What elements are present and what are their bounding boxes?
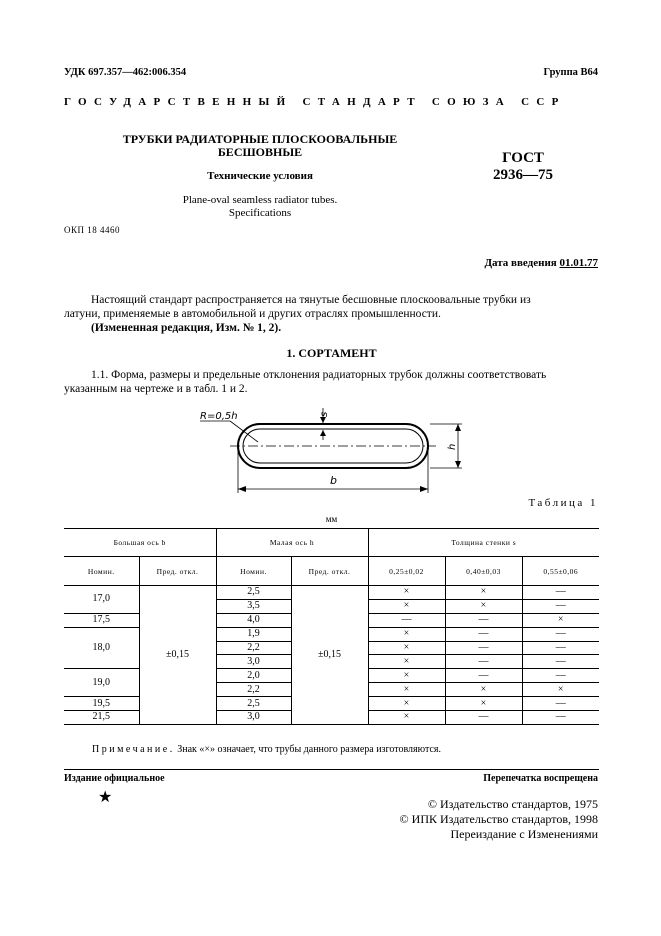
wall-cell: — <box>445 669 522 683</box>
table-unit: мм <box>325 514 338 524</box>
table-note <box>92 744 441 755</box>
gost-block <box>478 150 568 184</box>
h-nominal-cell: 2,0 <box>216 669 291 683</box>
scope-line2: латуни, применяемые в автомобильной и других отраслях промышленности. <box>64 308 441 320</box>
b-nominal-cell: 17,0 <box>64 586 139 614</box>
header-h-nominal: Номин. <box>216 557 291 586</box>
h-nominal-cell: 2,2 <box>216 641 291 655</box>
wall-cell: × <box>445 697 522 711</box>
reissue-note: Переиздание с Изменениями <box>450 827 598 841</box>
b-tolerance-cell: ±0,15 <box>139 586 216 725</box>
wall-cell: — <box>522 627 599 641</box>
english-title-line1: Plane-oval seamless radiator tubes. <box>182 194 338 206</box>
scope-paragraph <box>64 293 599 335</box>
tube-cross-section-drawing <box>190 402 480 494</box>
b-nominal-cell: 17,5 <box>64 613 139 627</box>
wall-cell: — <box>445 627 522 641</box>
wall-cell: × <box>368 669 445 683</box>
star-icon: ★ <box>98 789 113 806</box>
doc-subtitle: Технические условия <box>207 170 313 182</box>
wall-cell: × <box>522 613 599 627</box>
doc-title-line1: ТРУБКИ РАДИАТОРНЫЕ ПЛОСКООВАЛЬНЫЕ <box>122 132 398 146</box>
wall-cell: × <box>445 599 522 613</box>
group-code: Группа В64 <box>543 67 598 78</box>
header-b-tolerance: Пред. откл. <box>139 557 216 586</box>
h-nominal-cell: 3,0 <box>216 655 291 669</box>
wall-cell: × <box>445 586 522 600</box>
okp-code: ОКП 18 4460 <box>64 225 121 235</box>
table-caption: Таблица 1 <box>528 497 598 509</box>
standard-banner: ГОСУДАРСТВЕННЫЙ СТАНДАРТ СОЮЗА ССР <box>64 96 566 108</box>
wall-cell: — <box>522 711 599 725</box>
h-nominal-cell: 3,0 <box>216 711 291 725</box>
wall-cell: × <box>445 683 522 697</box>
header-h-tolerance: Пред. откл. <box>291 557 368 586</box>
s-label: s <box>319 411 330 417</box>
wall-cell: × <box>368 586 445 600</box>
wall-cell: — <box>522 586 599 600</box>
intro-date-label: Дата введения <box>484 257 557 269</box>
header-b-nominal: Номин. <box>64 557 139 586</box>
scope-line1: Настоящий стандарт распространяется на тянутые бесшовные плоскоовальные трубки из <box>91 294 531 306</box>
note-text: Знак «×» означает, что трубы данного размера изготовляются. <box>177 744 442 755</box>
wall-cell: × <box>368 627 445 641</box>
wall-cell: — <box>522 669 599 683</box>
intro-date <box>484 257 598 269</box>
header-minor-axis: Малая ось h <box>216 529 368 557</box>
clause-line1: 1.1. Форма, размеры и предельные отклонения радиаторных трубок должны соответствовать <box>91 369 547 381</box>
h-nominal-cell: 3,5 <box>216 599 291 613</box>
english-title-line2: Specifications <box>228 207 292 219</box>
header-wall-2: 0,40±0,03 <box>445 557 522 586</box>
wall-cell: × <box>368 641 445 655</box>
wall-cell: — <box>522 655 599 669</box>
gost-number: 2936—75 <box>493 167 553 183</box>
h-label: h <box>447 443 458 450</box>
b-label: b <box>330 474 337 487</box>
wall-cell: — <box>445 613 522 627</box>
clause-line2: указанным на чертеже и в табл. 1 и 2. <box>64 383 248 395</box>
header-wall-3: 0,55±0,06 <box>522 557 599 586</box>
official-edition: Издание официальное <box>64 773 165 784</box>
header-major-axis: Большая ось b <box>64 529 216 557</box>
radius-label: R=0,5h <box>200 411 238 422</box>
doc-title-line2: БЕСШОВНЫЕ <box>217 145 303 159</box>
wall-cell: — <box>445 641 522 655</box>
gost-label: ГОСТ <box>502 150 544 166</box>
copyright-1998: © ИПК Издательство стандартов, 1998 <box>399 812 598 826</box>
clause-1-1 <box>64 368 599 396</box>
h-nominal-cell: 1,9 <box>216 627 291 641</box>
h-nominal-cell: 2,5 <box>216 697 291 711</box>
intro-date-value: 01.01.77 <box>559 257 598 269</box>
header-wall-1: 0,25±0,02 <box>368 557 445 586</box>
footer-divider <box>64 769 599 770</box>
wall-cell: × <box>368 655 445 669</box>
revision-note: (Измененная редакция, Изм. № 1, 2). <box>91 322 282 334</box>
section-heading: 1. СОРТАМЕНТ <box>286 346 377 360</box>
size-table <box>64 528 599 725</box>
wall-cell: — <box>522 599 599 613</box>
wall-cell: — <box>445 655 522 669</box>
udk-code: УДК 697.357—462:006.354 <box>64 67 187 78</box>
wall-cell: — <box>368 613 445 627</box>
doc-title <box>95 133 425 159</box>
note-label: Примечание. <box>92 744 175 755</box>
h-nominal-cell: 2,5 <box>216 586 291 600</box>
h-nominal-cell: 2,2 <box>216 683 291 697</box>
h-nominal-cell: 4,0 <box>216 613 291 627</box>
reprint-prohibited: Перепечатка воспрещена <box>483 773 598 784</box>
b-nominal-cell: 18,0 <box>64 627 139 669</box>
wall-cell: — <box>522 641 599 655</box>
wall-cell: × <box>368 711 445 725</box>
b-nominal-cell: 19,5 <box>64 697 139 711</box>
header-wall-thickness: Толщина стенки s <box>368 529 599 557</box>
wall-cell: × <box>522 683 599 697</box>
wall-cell: — <box>445 711 522 725</box>
wall-cell: × <box>368 697 445 711</box>
h-tolerance-cell: ±0,15 <box>291 586 368 725</box>
b-nominal-cell: 21,5 <box>64 711 139 725</box>
b-nominal-cell: 19,0 <box>64 669 139 697</box>
copyright-1975: © Издательство стандартов, 1975 <box>427 797 598 811</box>
doc-title-english <box>95 194 425 220</box>
table-row <box>64 586 599 600</box>
wall-cell: × <box>368 599 445 613</box>
wall-cell: × <box>368 683 445 697</box>
copyright-block <box>400 797 598 842</box>
wall-cell: — <box>522 697 599 711</box>
